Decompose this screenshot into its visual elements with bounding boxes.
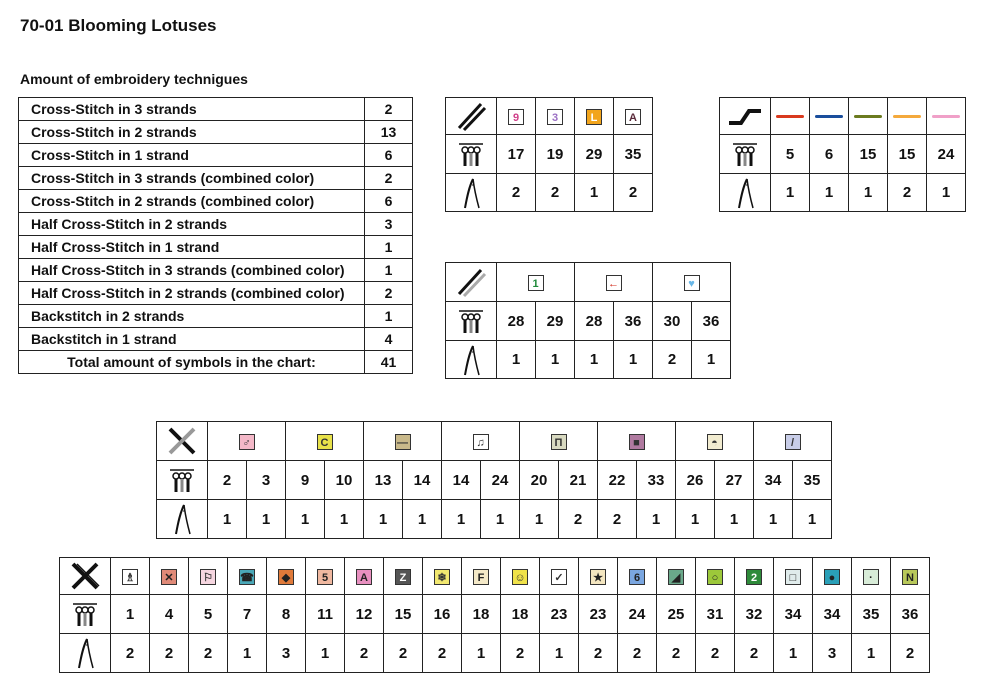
backstitch-color-line [776, 115, 804, 118]
technique-label: Cross-Stitch in 2 strands [19, 121, 365, 144]
symbol-cell [653, 263, 731, 302]
color-count: 25 [657, 595, 696, 634]
strand-count: 2 [423, 634, 462, 673]
amount-row [19, 282, 413, 305]
color-count: 9 [286, 461, 325, 500]
color-count: 21 [559, 461, 598, 500]
strand-count: 1 [520, 500, 559, 539]
strand-count: 2 [501, 634, 540, 673]
symbol-cell [306, 558, 345, 595]
color-line-cell [771, 98, 810, 135]
chart-symbol: · [863, 569, 879, 585]
backstitch-color-line [893, 115, 921, 118]
color-count: 34 [754, 461, 793, 500]
technique-label: Half Cross-Stitch in 3 strands (combined color) [19, 259, 365, 282]
chart-symbol: — [395, 434, 411, 450]
strand-count: 1 [247, 500, 286, 539]
color-line-cell [849, 98, 888, 135]
color-count: 5 [771, 135, 810, 174]
strand-count: 1 [810, 174, 849, 212]
strands-icon [730, 141, 760, 167]
symbol-cell [618, 558, 657, 595]
symbol-row [446, 263, 731, 302]
technique-count: 2 [365, 282, 413, 305]
color-count: 35 [614, 135, 653, 174]
technique-count: 1 [365, 259, 413, 282]
chart-symbol: ✕ [161, 569, 177, 585]
icon-cell [60, 634, 111, 673]
color-count: 18 [501, 595, 540, 634]
color-count: 35 [852, 595, 891, 634]
symbol-row [60, 558, 930, 595]
color-count: 14 [403, 461, 442, 500]
color-count: 7 [228, 595, 267, 634]
strand-count: 2 [536, 174, 575, 212]
chart-symbol: C [317, 434, 333, 450]
strand-row [446, 174, 653, 212]
chart-symbol: ● [824, 569, 840, 585]
strand-count: 1 [497, 341, 536, 379]
symbol-cell [462, 558, 501, 595]
strand-count: 2 [614, 174, 653, 212]
chart-symbol: ■ [629, 434, 645, 450]
strands-icon [167, 467, 197, 493]
strand-count: 2 [696, 634, 735, 673]
strand-count: 1 [481, 500, 520, 539]
symbol-cell [267, 558, 306, 595]
color-count: 29 [536, 302, 575, 341]
color-line-cell [927, 98, 966, 135]
symbol-cell [575, 98, 614, 135]
color-count: 33 [637, 461, 676, 500]
symbol-cell [676, 422, 754, 461]
half-cross-icon [455, 100, 487, 132]
color-count: 36 [891, 595, 930, 634]
count-row [446, 135, 653, 174]
strand-count: 1 [540, 634, 579, 673]
color-count: 15 [849, 135, 888, 174]
strands-icon [456, 141, 486, 167]
symbol-cell [891, 558, 930, 595]
color-count: 20 [520, 461, 559, 500]
symbol-row [720, 98, 966, 135]
chart-symbol: L [586, 109, 602, 125]
strand-count: 2 [111, 634, 150, 673]
color-count: 2 [208, 461, 247, 500]
strand-count: 1 [614, 341, 653, 379]
chart-symbol: 6 [629, 569, 645, 585]
icon-cell [720, 135, 771, 174]
total-row [19, 351, 413, 374]
color-count: 24 [927, 135, 966, 174]
symbol-cell [520, 422, 598, 461]
symbol-row [157, 422, 832, 461]
needle-icon [170, 503, 194, 535]
strand-row [60, 634, 930, 673]
symbol-cell [579, 558, 618, 595]
icon-cell [157, 500, 208, 539]
strand-count: 2 [735, 634, 774, 673]
chart-symbol: A [625, 109, 641, 125]
cross-combined-table [156, 421, 832, 539]
color-count: 13 [364, 461, 403, 500]
strand-count: 2 [497, 174, 536, 212]
symbol-cell [384, 558, 423, 595]
color-count: 4 [150, 595, 189, 634]
chart-symbol: ◆ [278, 569, 294, 585]
strand-count: 2 [559, 500, 598, 539]
symbol-cell [657, 558, 696, 595]
amount-row [19, 98, 413, 121]
strand-count: 1 [286, 500, 325, 539]
chart-symbol: ◢ [668, 569, 684, 585]
chart-symbol: □ [785, 569, 801, 585]
icon-cell [720, 98, 771, 135]
color-count: 28 [497, 302, 536, 341]
technique-label: Cross-Stitch in 3 strands (combined color) [19, 167, 365, 190]
strand-count: 1 [676, 500, 715, 539]
icon-cell [60, 558, 111, 595]
color-count: 5 [189, 595, 228, 634]
needle-icon [459, 177, 483, 209]
color-count: 12 [345, 595, 384, 634]
color-line-cell [810, 98, 849, 135]
color-count: 29 [575, 135, 614, 174]
technique-count: 3 [365, 213, 413, 236]
total-label: Total amount of symbols in the chart: [19, 351, 365, 374]
symbol-cell [228, 558, 267, 595]
color-count: 24 [618, 595, 657, 634]
symbol-cell [575, 263, 653, 302]
color-count: 32 [735, 595, 774, 634]
symbol-cell [536, 98, 575, 135]
color-count: 23 [540, 595, 579, 634]
icon-cell [446, 174, 497, 212]
technique-count: 2 [365, 167, 413, 190]
color-count: 36 [692, 302, 731, 341]
symbol-cell [423, 558, 462, 595]
icon-cell [446, 302, 497, 341]
strand-count: 3 [267, 634, 306, 673]
chart-symbol: ○ [707, 569, 723, 585]
strand-row [720, 174, 966, 212]
section-subtitle: Amount of embroidery technigues [20, 71, 248, 87]
needle-icon [73, 637, 97, 669]
color-count: 27 [715, 461, 754, 500]
color-count: 17 [497, 135, 536, 174]
chart-symbol: Z [395, 569, 411, 585]
backstitch-icon [727, 106, 763, 126]
technique-count: 6 [365, 190, 413, 213]
amount-row [19, 167, 413, 190]
technique-label: Half Cross-Stitch in 1 strand [19, 236, 365, 259]
technique-count: 6 [365, 144, 413, 167]
color-count: 34 [813, 595, 852, 634]
color-count: 15 [888, 135, 927, 174]
symbol-cell [598, 422, 676, 461]
symbol-cell [345, 558, 384, 595]
strand-count: 2 [345, 634, 384, 673]
strands-icon [456, 308, 486, 334]
color-count: 22 [598, 461, 637, 500]
strand-count: 1 [692, 341, 731, 379]
technique-count: 13 [365, 121, 413, 144]
strand-row [157, 500, 832, 539]
chart-symbol: F [473, 569, 489, 585]
symbol-cell [501, 558, 540, 595]
strand-count: 1 [852, 634, 891, 673]
chart-symbol: ⚐ [200, 569, 216, 585]
strand-count: 2 [579, 634, 618, 673]
amount-row [19, 144, 413, 167]
symbol-cell [614, 98, 653, 135]
strand-count: 1 [575, 174, 614, 212]
color-count: 36 [614, 302, 653, 341]
strand-count: 2 [150, 634, 189, 673]
cross-stitch-icon [69, 560, 101, 592]
strand-count: 2 [618, 634, 657, 673]
technique-label: Cross-Stitch in 1 strand [19, 144, 365, 167]
amount-row [19, 190, 413, 213]
strand-count: 2 [891, 634, 930, 673]
strand-count: 2 [189, 634, 228, 673]
strand-count: 2 [888, 174, 927, 212]
icon-cell [446, 135, 497, 174]
strand-count: 1 [774, 634, 813, 673]
half-cross-combined-icon [455, 266, 487, 298]
amount-row [19, 121, 413, 144]
chart-symbol: N [902, 569, 918, 585]
symbol-row [446, 98, 653, 135]
chart-symbol: / [785, 434, 801, 450]
color-count: 34 [774, 595, 813, 634]
amount-row [19, 259, 413, 282]
strand-count: 1 [442, 500, 481, 539]
color-count: 31 [696, 595, 735, 634]
color-count: 18 [462, 595, 501, 634]
color-count: 26 [676, 461, 715, 500]
strand-count: 1 [575, 341, 614, 379]
chart-symbol: ♫ [473, 434, 489, 450]
symbol-cell [774, 558, 813, 595]
color-count: 16 [423, 595, 462, 634]
chart-symbol: ❄ [434, 569, 450, 585]
strand-count: 1 [208, 500, 247, 539]
strand-count: 1 [754, 500, 793, 539]
icon-cell [446, 263, 497, 302]
chart-symbol: ☎ [239, 569, 255, 585]
strand-count: 3 [813, 634, 852, 673]
backstitch-table [719, 97, 966, 212]
technique-count: 4 [365, 328, 413, 351]
color-count: 1 [111, 595, 150, 634]
needle-icon [459, 344, 483, 376]
color-count: 28 [575, 302, 614, 341]
chart-symbol: 5 [317, 569, 333, 585]
technique-label: Cross-Stitch in 2 strands (combined color) [19, 190, 365, 213]
strand-count: 1 [715, 500, 754, 539]
technique-count: 1 [365, 236, 413, 259]
count-row [720, 135, 966, 174]
chart-symbol: Π [551, 434, 567, 450]
technique-label: Backstitch in 1 strand [19, 328, 365, 351]
symbol-cell [852, 558, 891, 595]
strand-count: 1 [927, 174, 966, 212]
symbol-cell [442, 422, 520, 461]
strand-count: 1 [793, 500, 832, 539]
symbol-cell [754, 422, 832, 461]
backstitch-color-line [854, 115, 882, 118]
strand-count: 1 [536, 341, 575, 379]
strand-count: 2 [598, 500, 637, 539]
chart-symbol: ◓ [707, 434, 723, 450]
technique-label: Backstitch in 2 strands [19, 305, 365, 328]
strands-icon [70, 601, 100, 627]
color-count: 15 [384, 595, 423, 634]
chart-symbol: ♂ [239, 434, 255, 450]
backstitch-color-line [932, 115, 960, 118]
icon-cell [157, 422, 208, 461]
chart-symbol: 2 [746, 569, 762, 585]
symbol-cell [364, 422, 442, 461]
symbol-cell [497, 98, 536, 135]
technique-count: 2 [365, 98, 413, 121]
count-row [157, 461, 832, 500]
strand-count: 1 [325, 500, 364, 539]
icon-cell [446, 341, 497, 379]
technique-label: Half Cross-Stitch in 2 strands [19, 213, 365, 236]
color-count: 10 [325, 461, 364, 500]
color-line-cell [888, 98, 927, 135]
chart-symbol: 9 [508, 109, 524, 125]
half-cross-combined-table [445, 262, 731, 379]
color-count: 23 [579, 595, 618, 634]
symbol-cell [497, 263, 575, 302]
chart-symbol: A [356, 569, 372, 585]
chart-symbol: ★ [590, 569, 606, 585]
symbol-cell [111, 558, 150, 595]
half-cross-single-table [445, 97, 653, 212]
amount-row [19, 305, 413, 328]
strand-count: 1 [306, 634, 345, 673]
color-count: 14 [442, 461, 481, 500]
chart-symbol: 3 [547, 109, 563, 125]
total-count: 41 [365, 351, 413, 374]
count-row [60, 595, 930, 634]
amount-row [19, 328, 413, 351]
symbol-cell [735, 558, 774, 595]
color-count: 19 [536, 135, 575, 174]
count-row [446, 302, 731, 341]
strand-count: 2 [384, 634, 423, 673]
strand-count: 1 [403, 500, 442, 539]
symbol-cell [189, 558, 228, 595]
color-count: 35 [793, 461, 832, 500]
symbol-cell [286, 422, 364, 461]
symbol-cell [696, 558, 735, 595]
symbol-cell [540, 558, 579, 595]
chart-symbol: ♥ [684, 275, 700, 291]
strand-count: 1 [228, 634, 267, 673]
page-title: 70-01 Blooming Lotuses [20, 16, 217, 35]
chart-symbol: ← [606, 275, 622, 291]
technique-label: Cross-Stitch in 3 strands [19, 98, 365, 121]
strand-count: 1 [849, 174, 888, 212]
chart-symbol: ☺ [512, 569, 528, 585]
chart-symbol: ♗ [122, 569, 138, 585]
technique-label: Half Cross-Stitch in 2 strands (combined color) [19, 282, 365, 305]
color-count: 8 [267, 595, 306, 634]
chart-symbol: ✓ [551, 569, 567, 585]
color-count: 24 [481, 461, 520, 500]
color-count: 11 [306, 595, 345, 634]
cross-stitch-combined-icon [166, 425, 198, 457]
strand-count: 1 [771, 174, 810, 212]
color-count: 6 [810, 135, 849, 174]
cross-single-table [59, 557, 930, 673]
symbol-cell [208, 422, 286, 461]
color-count: 3 [247, 461, 286, 500]
chart-symbol: 1 [528, 275, 544, 291]
color-count: 30 [653, 302, 692, 341]
amount-row [19, 213, 413, 236]
symbol-cell [150, 558, 189, 595]
amount-row [19, 236, 413, 259]
strand-count: 2 [653, 341, 692, 379]
symbol-cell [813, 558, 852, 595]
technique-amount-table [18, 97, 413, 374]
icon-cell [446, 98, 497, 135]
strand-count: 1 [462, 634, 501, 673]
strand-count: 1 [364, 500, 403, 539]
strand-row [446, 341, 731, 379]
strand-count: 1 [637, 500, 676, 539]
strand-count: 2 [657, 634, 696, 673]
backstitch-color-line [815, 115, 843, 118]
needle-icon [733, 177, 757, 209]
icon-cell [720, 174, 771, 212]
icon-cell [157, 461, 208, 500]
icon-cell [60, 595, 111, 634]
technique-count: 1 [365, 305, 413, 328]
